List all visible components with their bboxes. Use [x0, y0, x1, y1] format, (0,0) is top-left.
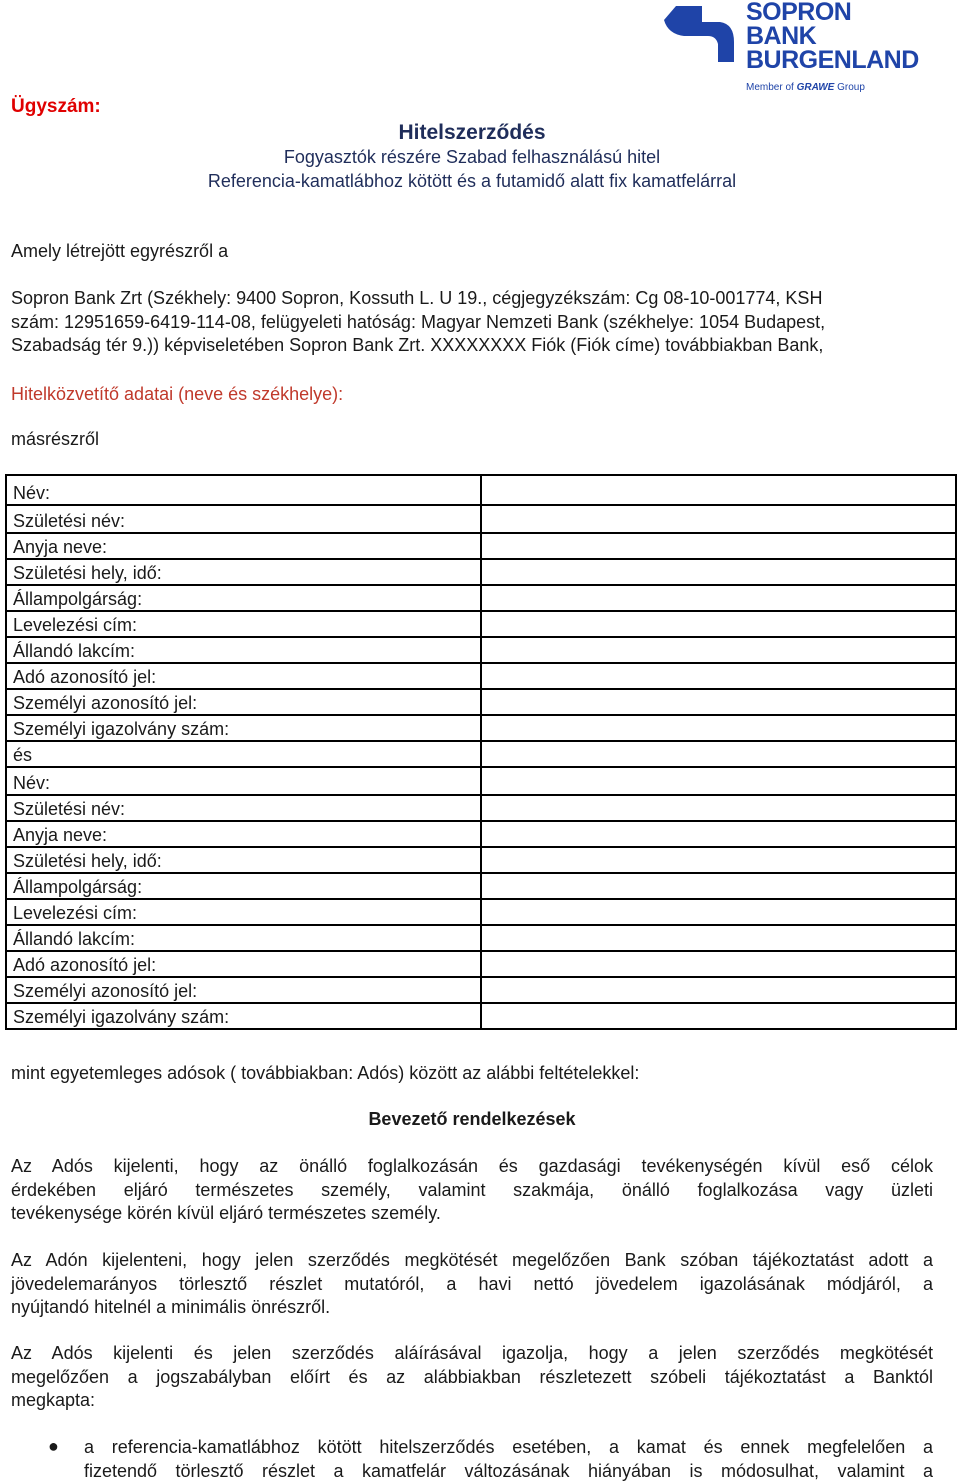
form-field-label: Születési hely, idő: — [6, 559, 481, 585]
form-field-label: Születési név: — [6, 795, 481, 821]
bank-details-line-3: Szabadság tér 9.)) képviseletében Sopron Bank Zrt. XXXXXXXX Fiók (Fiók címe) továbbiakban Bank, — [11, 335, 824, 355]
form-field-label: Személyi azonosító jel: — [6, 689, 481, 715]
logo-member — [746, 82, 865, 93]
form-row — [6, 741, 956, 767]
form-row — [6, 1003, 956, 1029]
paragraph-3-line-1: Az Adós kijelenti és jelen szerződés aláírásával igazolja, hogy a jelen szerződés megkötését — [11, 1343, 933, 1363]
form-field-label: Név: — [6, 767, 481, 795]
form-field-value[interactable] — [481, 611, 956, 637]
form-field-label: Levelezési cím: — [6, 899, 481, 925]
form-row — [6, 951, 956, 977]
title-block — [0, 120, 944, 193]
form-field-label: Levelezési cím: — [6, 611, 481, 637]
form-row — [6, 637, 956, 663]
form-row — [6, 475, 956, 505]
form-field-label: Személyi igazolvány szám: — [6, 1003, 481, 1029]
paragraph-3 — [11, 1342, 933, 1413]
form-field-value[interactable] — [481, 505, 956, 533]
form-row — [6, 899, 956, 925]
form-field-value[interactable] — [481, 741, 956, 767]
paragraph-1-line-3: tevékenysége körén kívül eljáró természetes személy. — [11, 1203, 441, 1223]
logo-line-1: SOPRON — [746, 0, 852, 26]
document-subtitle-1: Fogyasztók részére Szabad felhasználású hitel — [283, 147, 661, 167]
form-field-value[interactable] — [481, 873, 956, 899]
paragraph-2-line-1: Az Adón kijelenteni, hogy jelen szerződés megkötését megelőzően Bank szóban tájékoztatást adott a — [11, 1250, 933, 1270]
bullet-item — [84, 1436, 933, 1483]
other-party-text: másrészről — [11, 429, 100, 449]
paragraph-2 — [11, 1249, 933, 1320]
form-field-value[interactable] — [481, 559, 956, 585]
paragraph-2-line-3: nyújtandó hitelnél a minimális önrészről. — [11, 1297, 331, 1317]
paragraph-3-line-2: megelőzően a jogszabályban előírt és az alábbiakban részletezett szóbeli tájékoztatást a Banktól — [11, 1366, 933, 1387]
member-prefix: Member of — [746, 82, 797, 93]
borrower-form — [5, 474, 957, 1030]
form-field-value[interactable] — [481, 951, 956, 977]
form-field-value[interactable] — [481, 977, 956, 1003]
form-field-value[interactable] — [481, 475, 956, 505]
form-row — [6, 873, 956, 899]
form-row — [6, 925, 956, 951]
paragraph-1-line-1: Az Adós kijelenti, hogy az önálló foglalkozásán és gazdasági tevékenységén kívül eső célok — [11, 1156, 933, 1176]
form-row — [6, 977, 956, 1003]
form-row — [6, 585, 956, 611]
member-brand: GRAWE — [796, 82, 835, 93]
form-field-value[interactable] — [481, 689, 956, 715]
form-row — [6, 847, 956, 873]
logo-line-3: BURGENLAND — [746, 46, 919, 74]
form-field-value[interactable] — [481, 821, 956, 847]
form-row — [6, 611, 956, 637]
bullet-item-line-1: a referencia-kamatlábhoz kötött hitelszerződés esetében, a kamat és ennek megfelelően a — [84, 1437, 933, 1457]
form-field-label: és — [6, 741, 481, 767]
bank-details-line-2: szám: 12951659-6419-114-08, felügyeleti hatóság: Magyar Nemzeti Bank (székhelye: 1054 Budapest, — [11, 311, 826, 332]
form-field-label: Születési név: — [6, 505, 481, 533]
form-row — [6, 821, 956, 847]
case-number-label: Ügyszám: — [11, 96, 101, 117]
member-suffix: Group — [834, 82, 865, 93]
logo-text — [746, 0, 919, 72]
paragraph-1 — [11, 1155, 933, 1226]
form-row — [6, 795, 956, 821]
bank-logo — [662, 0, 934, 96]
form-row — [6, 767, 956, 795]
form-row — [6, 689, 956, 715]
paragraph-1-line-2: érdekében eljáró természetes személy, valamint szakmája, önálló foglalkozása vagy üzleti — [11, 1179, 933, 1200]
form-field-label: Adó azonosító jel: — [6, 663, 481, 689]
form-field-value[interactable] — [481, 715, 956, 741]
form-field-value[interactable] — [481, 663, 956, 689]
form-field-label: Állampolgárság: — [6, 585, 481, 611]
form-field-value[interactable] — [481, 795, 956, 821]
form-field-value[interactable] — [481, 847, 956, 873]
document-subtitle-2: Referencia-kamatlábhoz kötött és a futamidő alatt fix kamatfelárral — [207, 171, 737, 191]
form-row — [6, 533, 956, 559]
form-field-label: Személyi azonosító jel: — [6, 977, 481, 1003]
section-heading: Bevezető rendelkezések — [368, 1109, 576, 1129]
form-row — [6, 559, 956, 585]
form-field-label: Név: — [6, 475, 481, 505]
form-field-label: Állandó lakcím: — [6, 637, 481, 663]
bank-details-line-1: Sopron Bank Zrt (Székhely: 9400 Sopron, Kossuth L. U 19., cégjegyzékszám: Cg 08-10-001774, KSH — [11, 288, 823, 308]
form-row — [6, 505, 956, 533]
intro-text: Amely létrejött egyrészről a — [11, 241, 229, 261]
bullet-item-line-2: fizetendő törlesztő részlet a kamatfelár változásának hiányában is módosulhat, valamint a — [84, 1460, 933, 1481]
form-field-value[interactable] — [481, 767, 956, 795]
intermediary-label: Hitelközvetítő adatai (neve és székhelye): — [11, 384, 344, 404]
logo-mark-icon — [662, 4, 742, 64]
bullet-dot-icon: ● — [48, 1436, 59, 1456]
logo-line-2: BANK — [746, 22, 817, 50]
document-title: Hitelszerződés — [398, 121, 546, 144]
form-field-label: Anyja neve: — [6, 821, 481, 847]
form-field-label: Állandó lakcím: — [6, 925, 481, 951]
form-field-value[interactable] — [481, 585, 956, 611]
form-field-value[interactable] — [481, 925, 956, 951]
bank-details — [11, 287, 933, 358]
form-field-label: Személyi igazolvány szám: — [6, 715, 481, 741]
form-field-label: Állampolgárság: — [6, 873, 481, 899]
form-field-value[interactable] — [481, 1003, 956, 1029]
form-row — [6, 663, 956, 689]
form-field-value[interactable] — [481, 899, 956, 925]
form-field-label: Adó azonosító jel: — [6, 951, 481, 977]
form-field-label: Anyja neve: — [6, 533, 481, 559]
form-field-value[interactable] — [481, 533, 956, 559]
paragraph-2-line-2: jövedelemarányos törlesztő részlet mutatóról, a havi nettó jövedelem igazolásának módjáról, a — [11, 1273, 933, 1294]
form-field-label: Születési hely, idő: — [6, 847, 481, 873]
paragraph-3-line-3: megkapta: — [11, 1390, 96, 1410]
form-field-value[interactable] — [481, 637, 956, 663]
form-row — [6, 715, 956, 741]
joint-debtors-text: mint egyetemleges adósok ( továbbiakban: Adós) között az alábbi feltételekkel: — [11, 1063, 640, 1083]
